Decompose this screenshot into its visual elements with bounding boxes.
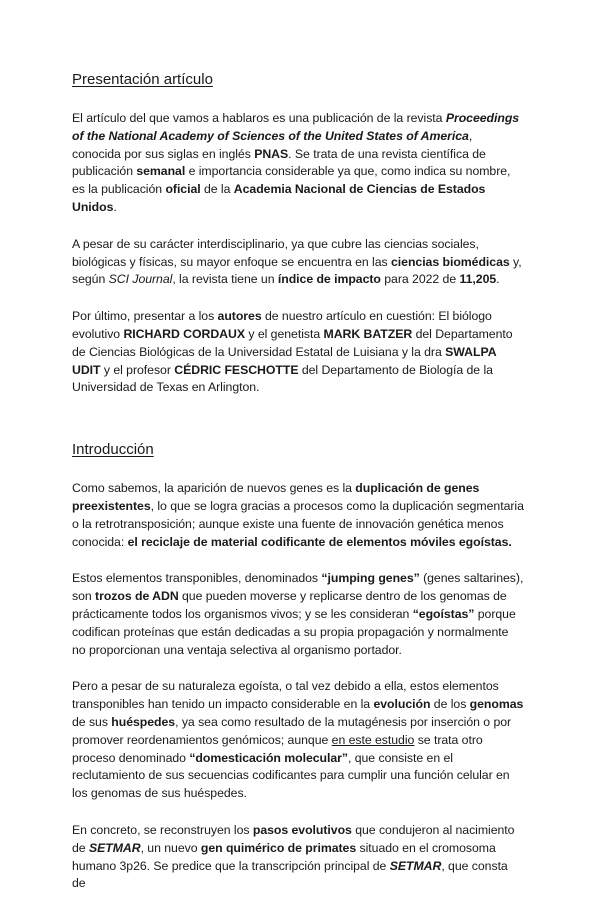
text-run: A pesar de su carácter interdisciplinario, ya que cubre las ciencias sociales, biológicas y físicas, su mayor enfoque se encuentra en las (72, 236, 479, 269)
emphasis-text: índice de impacto (277, 272, 381, 287)
emphasis-text: SCI Journal (108, 272, 173, 287)
emphasis-text: ciencias biomédicas (391, 254, 510, 269)
text-run: que pueden moverse y replicarse dentro de los genomas de prácticamente todos los organismos vivos; y se les consideran (72, 589, 507, 621)
text-run: . (113, 199, 117, 214)
text-run: (genes saltarines), son (72, 571, 524, 604)
emphasis-text: 11,205 (459, 272, 497, 287)
emphasis-text: SWALPA UDIT (72, 344, 497, 377)
paragraph (72, 570, 524, 659)
text-run: En concreto, se reconstruyen los (72, 822, 253, 837)
text-run: de los (430, 697, 470, 712)
emphasis-text: “domesticación molecular” (189, 750, 348, 765)
text-link: en este estudio (331, 732, 415, 747)
text-run: y el genetista (245, 326, 324, 341)
text-run: del Departamento de Ciencias Biológicas de la Universidad Estatal de Luisiana y la dra (72, 326, 513, 359)
text-run: , que consta de (72, 858, 508, 891)
text-run: Pero a pesar de su naturaleza egoísta, o tal vez debido a ella, estos elementos transponibles han tenido un impacto considerable en la (72, 679, 499, 712)
emphasis-text: autores (217, 309, 262, 324)
text-run: Como sabemos, la aparición de nuevos genes es la (72, 481, 356, 496)
text-run: , lo que se logra gracias a procesos como la duplicación segmentaria o la retrotransposición; aunque existe una fuente de innovación genética menos conocida: (72, 498, 524, 549)
text-run: y el profesor (100, 362, 175, 377)
document-body (72, 70, 524, 912)
emphasis-text: evolución (373, 697, 431, 712)
text-run: que condujeron al nacimiento de (72, 822, 515, 855)
text-run: y, según (72, 254, 522, 287)
paragraph (72, 236, 524, 289)
paragraph (72, 110, 524, 217)
text-run: de sus (72, 714, 112, 729)
text-run: del Departamento de Biología de la Universidad de Texas en Arlington. (72, 362, 493, 395)
emphasis-text: RICHARD CORDAUX (123, 326, 245, 341)
text-run: porque codifican proteínas que están dedicadas a su propia propagación y normalmente no proporcionan una ventaja selectiva al organismo portador. (72, 606, 516, 657)
text-run: , un nuevo (140, 840, 201, 855)
emphasis-text: gen quimérico de primates (200, 840, 357, 855)
text-run: Por último, presentar a los (72, 309, 218, 324)
emphasis-text: pasos evolutivos (252, 822, 352, 837)
emphasis-text: CÉDRIC FESCHOTTE (174, 362, 299, 377)
section-heading: Presentación artículo (72, 71, 213, 88)
emphasis-text: trozos de ADN (95, 589, 179, 604)
text-run: , conocida por sus siglas en inglés (72, 128, 473, 161)
text-run: , que consiste en el reclutamiento de sus secuencias codificantes para cumplir una función celular en los genomas de sus huéspedes. (72, 750, 510, 801)
emphasis-text: Academia Nacional de Ciencias de Estados Unidos (72, 182, 486, 214)
text-run: El artículo del que vamos a hablaros es una publicación de la revista (72, 111, 446, 125)
text-run: . Se trata de una revista científica de publicación (72, 146, 486, 179)
emphasis-text: MARK BATZER (323, 326, 413, 341)
emphasis-text: huéspedes (111, 714, 176, 729)
text-run: , la revista tiene un (172, 272, 278, 287)
paragraph (72, 822, 524, 893)
emphasis-text: SETMAR (88, 840, 141, 855)
emphasis-text: “jumping genes” (321, 571, 420, 586)
emphasis-text: semanal (136, 164, 186, 179)
text-run (390, 859, 442, 873)
emphasis-text: genomas (469, 697, 524, 712)
text-run: . (496, 272, 500, 287)
emphasis-text: PNAS (254, 146, 289, 161)
paragraph (72, 678, 524, 803)
emphasis-text: Proceedings of the National Academy of Sciences of the United States of America (72, 111, 520, 143)
text-run: Estos elementos transponibles, denominados (72, 571, 322, 586)
text-run: de la (200, 182, 234, 197)
paragraph (72, 480, 524, 551)
text-run: se trata otro proceso denominado (72, 732, 483, 765)
emphasis-text: duplicación de genes preexistentes (72, 481, 480, 513)
text-run: para 2022 de (380, 272, 460, 287)
section-heading: Introducción (72, 441, 154, 459)
section-spacer (72, 416, 524, 440)
emphasis-text: SETMAR (389, 858, 442, 873)
text-run: situado en el cromosoma humano 3p26. Se predice que la transcripción principal de (72, 840, 496, 873)
text-run: , ya sea como resultado de la mutagénesis por inserción o por promover reordenamientos genómicos; aunque (72, 714, 512, 747)
text-run: de nuestro artículo en cuestión: El biólogo evolutivo (72, 309, 492, 341)
paragraph (72, 308, 524, 397)
emphasis-text: oficial (165, 182, 201, 197)
emphasis-text: “egoístas” (412, 606, 475, 621)
emphasis-text: el reciclaje de material codificante de elementos móviles egoístas. (127, 534, 512, 549)
text-run: e importancia considerable ya que, como indica su nombre, es la publicación (72, 164, 511, 197)
